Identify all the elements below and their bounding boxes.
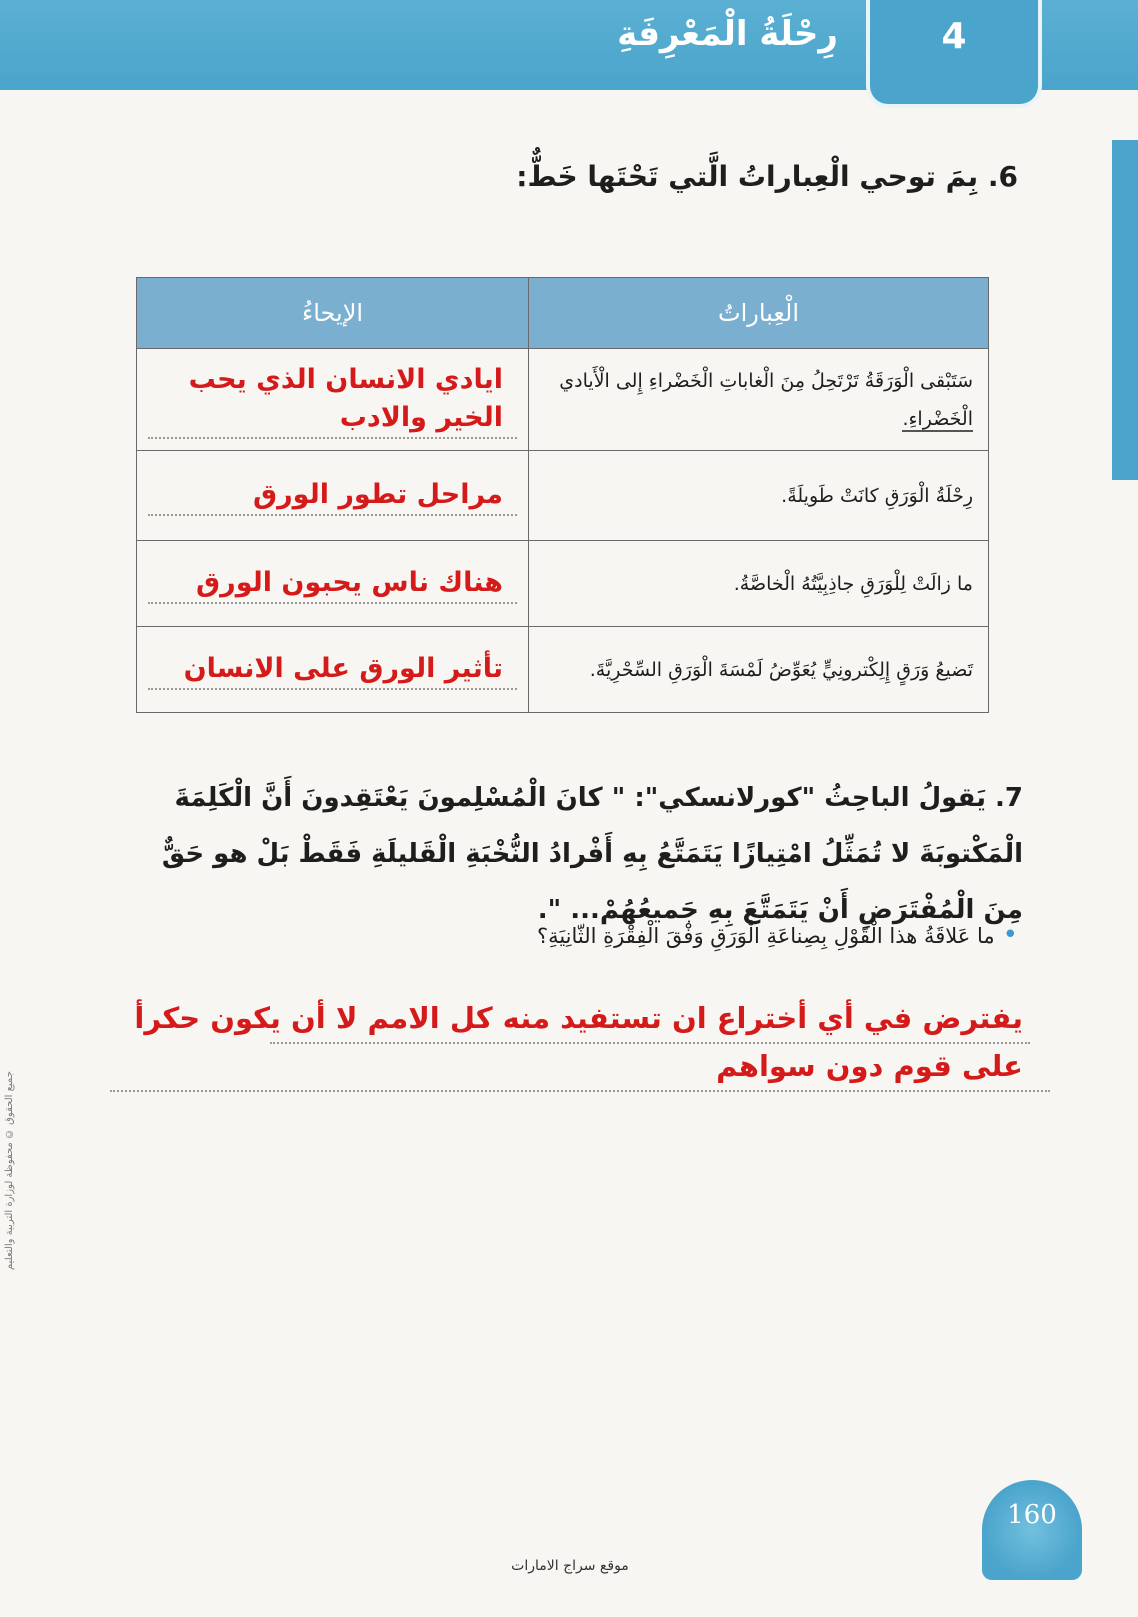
answer-cell <box>137 451 529 541</box>
answer-cell <box>137 349 529 451</box>
answer-text: ايادي الانسان الذي يحب الخير والادب <box>148 361 517 439</box>
answer-text: هناك ناس يحبون الورق <box>148 564 517 604</box>
bullet-text: ما عَلاقَةُ هذا الْقَوْلِ بِصِناعَةِ الْوَرَقِ وَفْقَ الْفِقْرَةِ الثّانِيَةِ؟ <box>536 924 995 948</box>
lesson-title: رِحْلَةُ الْمَعْرِفَةِ <box>617 14 838 54</box>
answer-line <box>270 1042 1030 1044</box>
table-row <box>137 627 989 713</box>
column-header-phrases: الْعِباراتُ <box>529 278 989 349</box>
lesson-number-tab <box>866 0 1042 108</box>
side-accent-strip <box>1112 140 1138 480</box>
answer-cell <box>137 541 529 627</box>
phrase-cell <box>529 627 989 713</box>
table-header-row <box>137 278 989 349</box>
footer-text: موقع سراج الامارات <box>511 1558 629 1574</box>
question-7-answer: يفترض في أي أختراع ان تستفيد منه كل الامم لا أن يكون حكرأ على قوم دون سواهم <box>134 1001 1023 1083</box>
phrases-table <box>136 277 989 713</box>
copyright-note: جميع الحقوق © محفوظة لوزارة التربية والتعليم <box>4 1071 15 1270</box>
table-row <box>137 349 989 451</box>
phrase-cell <box>529 451 989 541</box>
phrase-text: رِحْلَةُ الْوَرَقِ كانَتْ طَويلَةً. <box>781 484 973 507</box>
question-6-prompt: 6. بِمَ توحي الْعِباراتُ الَّتي تَحْتَها خَطٌّ: <box>516 160 1018 193</box>
page-number: 160 <box>1007 1500 1057 1530</box>
bullet-icon: • <box>1002 920 1018 950</box>
question-7-text: 7. يَقولُ الباحِثُ "كورلانسكي": " كانَ الْمُسْلِمونَ يَعْتَقِدونَ أَنَّ الْكَلِمَةَ الْمَكْتوبَةَ لا تُمَثِّلُ امْتِيازًا يَتَمَتَّعُ بِهِ أَفْرادُ النُّخْبَةِ الْقَليلَةِ فَقَطْ بَلْ هو حَقٌّ مِنَ الْمُفْتَرَضِ أَنْ يَتَمَتَّعَ بِهِ جَميعُهُمْ... ". <box>161 783 1023 925</box>
underlined-phrase: الْخَضْراءِ. <box>902 407 973 430</box>
answer-cell <box>137 627 529 713</box>
phrase-text: تَضيعُ وَرَقٍ إِلِكْترونِيٍّ يُعَوِّضُ لَمْسَةَ الْوَرَقِ السِّحْرِيَّةَ. <box>589 658 973 681</box>
phrase-text: ما زالَتْ لِلْوَرَقِ جاذِبِيَّتُهُ الْخاصَّةُ. <box>733 572 973 595</box>
phrase-cell <box>529 349 989 451</box>
question-7-bullet <box>537 920 1018 950</box>
answer-text: مراحل تطور الورق <box>148 476 517 516</box>
column-header-meaning: الإيحاءُ <box>137 278 529 349</box>
phrase-cell <box>529 541 989 627</box>
table-row <box>137 451 989 541</box>
answer-line <box>110 1090 1050 1092</box>
page-number-badge <box>982 1480 1082 1580</box>
phrase-text: سَتَبْقى الْوَرَقَةُ تَرْتَحِلُ مِنَ الْغاباتِ الْخَضْراءِ إِلى الْأَيادي الْخَضْراءِ. <box>559 369 973 430</box>
lesson-number: 4 <box>941 16 967 57</box>
answer-text: تأثير الورق على الانسان <box>148 650 517 690</box>
table-row <box>137 541 989 627</box>
